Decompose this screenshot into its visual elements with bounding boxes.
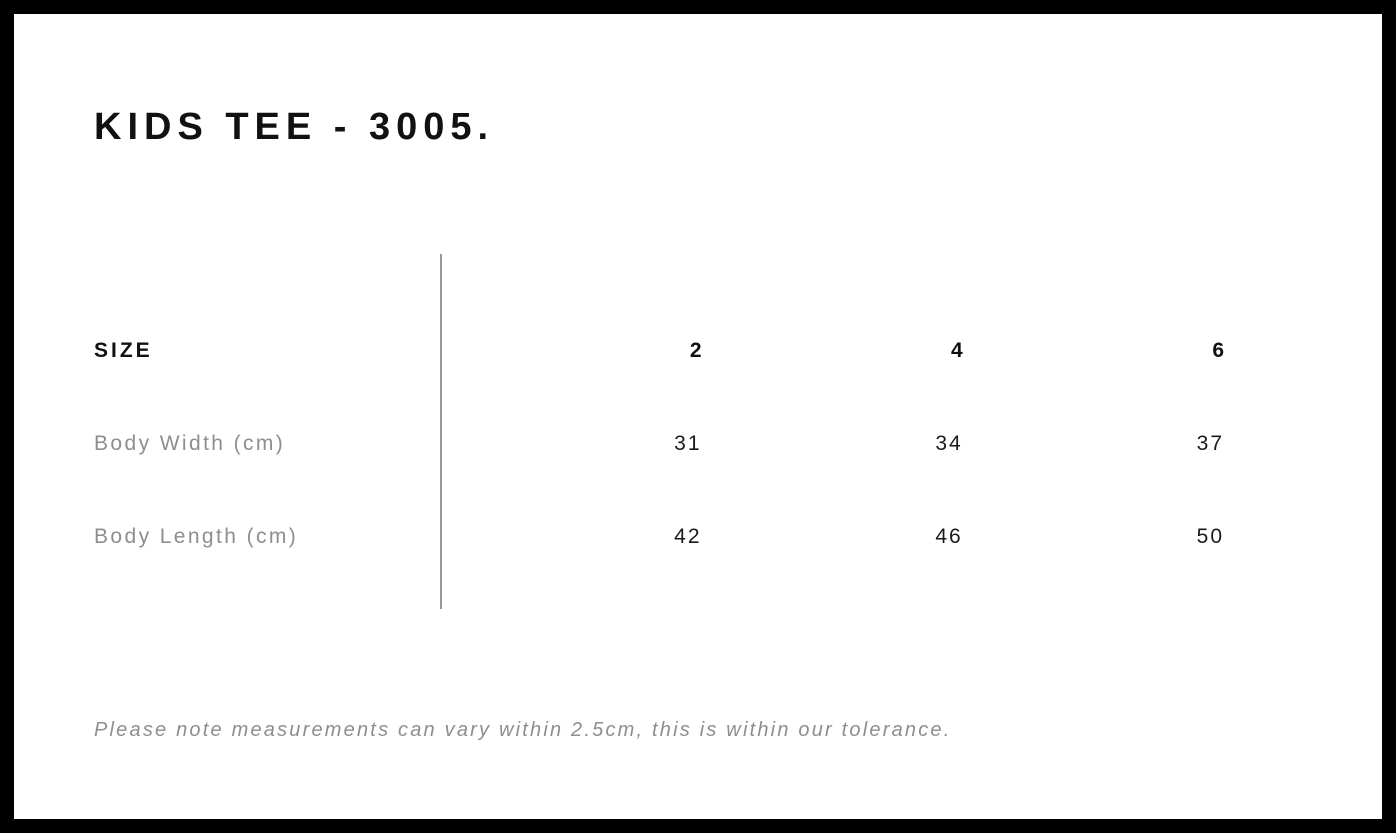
column-header-size-6: 6 [1212, 338, 1224, 362]
table-row [94, 397, 1224, 490]
size-chart-page [14, 14, 1382, 819]
column-header-size-2: 2 [689, 338, 702, 362]
cell-body-width-size-2: 31 [674, 431, 702, 455]
table-row [94, 490, 1224, 583]
cell-body-width-size-4: 34 [935, 431, 963, 455]
row-label-body-length: Body Length (cm) [94, 524, 299, 548]
cell-body-length-size-4: 46 [935, 524, 963, 548]
column-header-size-4: 4 [951, 338, 963, 362]
column-header-size: SIZE [94, 338, 153, 362]
tolerance-note: Please note measurements can vary within 2.5cm, this is within our tolerance. [94, 719, 952, 741]
cell-body-width-size-6: 37 [1196, 431, 1224, 455]
size-chart-table [94, 304, 1224, 583]
table-header-row [94, 304, 1224, 397]
row-label-body-width: Body Width (cm) [94, 431, 286, 455]
cell-body-length-size-6: 50 [1196, 524, 1224, 548]
cell-body-length-size-2: 42 [674, 524, 702, 548]
page-title: KIDS TEE - 3005. [94, 106, 495, 148]
